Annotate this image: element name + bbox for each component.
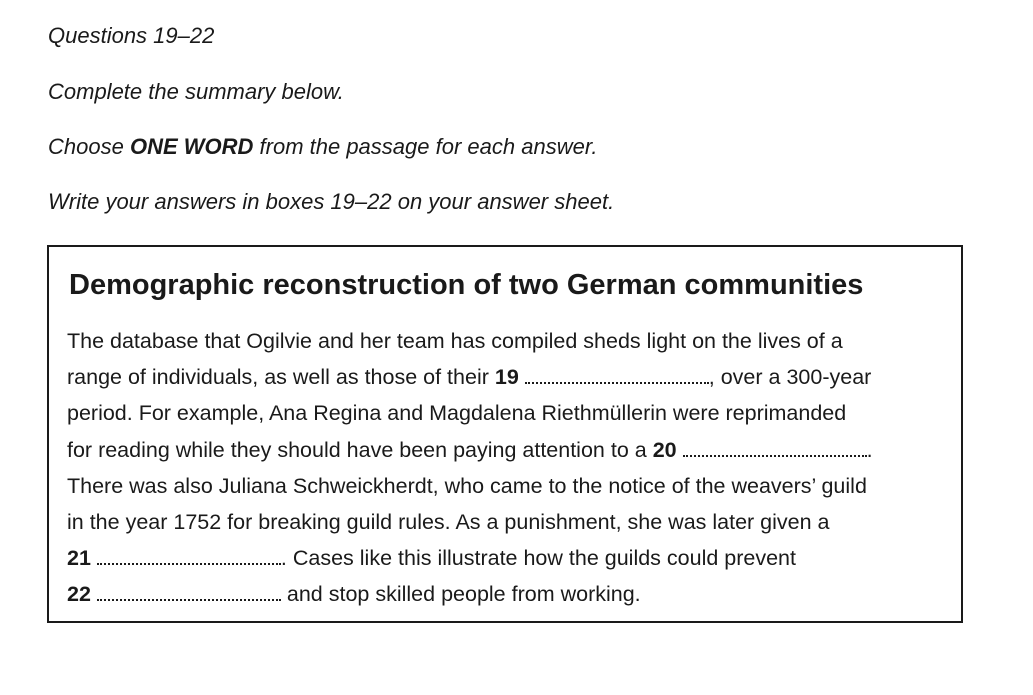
instruction-answer-sheet: Write your answers in boxes 19–22 on your answer sheet. [48, 189, 615, 214]
answer-gap-19[interactable] [525, 378, 709, 384]
question-number-19: 19 [494, 365, 519, 390]
summary-line-6: in the year 1752 for breaking guild rules. As a punishment, she was later given a [67, 510, 830, 535]
summary-line-4-end: . [866, 437, 873, 462]
summary-line-8-text: and stop skilled people from working. [280, 582, 641, 607]
summary-line-4-text: for reading while they should have been paying attention to a [67, 437, 653, 462]
instruction-complete-summary: Complete the summary below. [48, 79, 344, 104]
summary-line-1: The database that Ogilvie and her team has compiled sheds light on the lives of a [67, 329, 843, 353]
summary-line-2-end: , over a 300-year [708, 365, 872, 390]
question-number-20: 20 [652, 437, 677, 462]
summary-line-8 [67, 576, 947, 612]
summary-box [47, 245, 963, 623]
instruction-choose-suffix: from the passage for each answer. [253, 134, 598, 159]
summary-title: Demographic reconstruction of two German communities [69, 269, 864, 301]
summary-text [67, 323, 947, 613]
answer-gap-20[interactable] [683, 451, 867, 457]
questions-heading: Questions 19–22 [48, 23, 215, 48]
summary-line-2 [67, 359, 947, 395]
instruction-choose-prefix: Choose [48, 134, 130, 159]
question-number-22: 22 [67, 582, 91, 607]
summary-line-3: period. For example, Ana Regina and Magdalena Riethmüllerin were reprimanded [67, 401, 847, 426]
instruction-one-word: ONE WORD [129, 134, 254, 159]
summary-line-4 [67, 432, 947, 468]
instruction-choose-word [48, 133, 597, 161]
summary-line-7-text: . Cases like this illustrate how the guilds could prevent [280, 546, 796, 571]
summary-line-2-text: range of individuals, as well as those of their [67, 365, 495, 390]
summary-line-5: There was also Juliana Schweickherdt, who came to the notice of the weavers’ guild [67, 473, 867, 498]
question-number-21: 21 [67, 546, 91, 571]
answer-gap-22[interactable] [97, 595, 281, 601]
answer-gap-21[interactable] [97, 559, 281, 565]
summary-line-7 [67, 540, 947, 576]
